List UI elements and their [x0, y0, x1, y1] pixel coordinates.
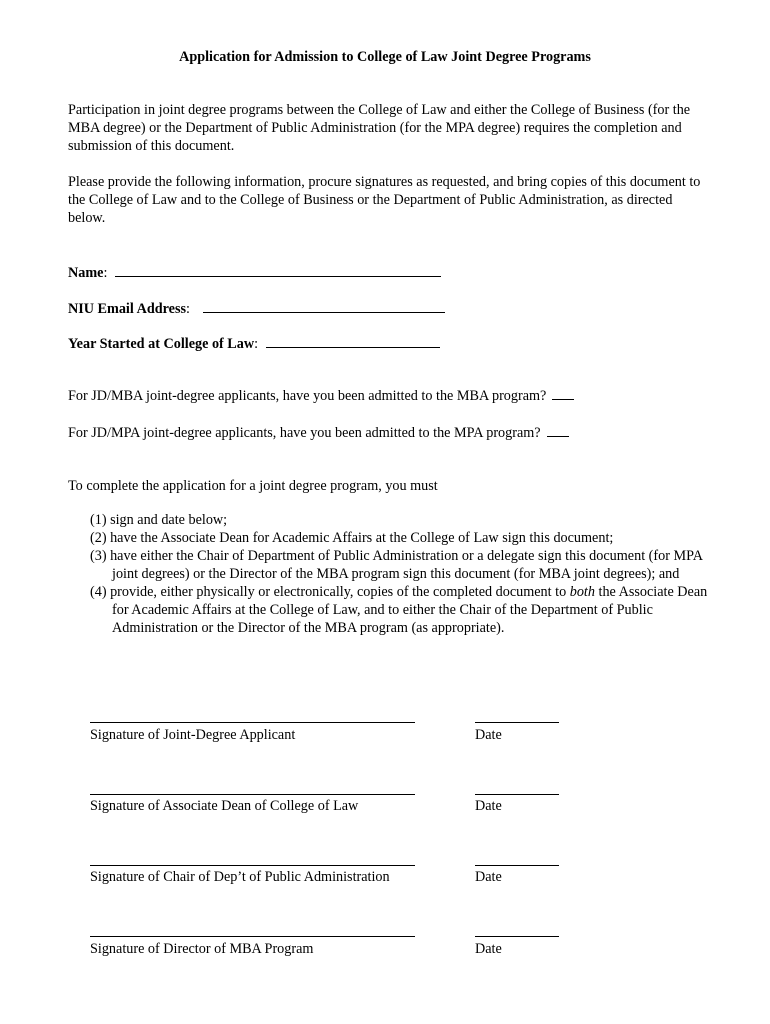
applicant-date-label: Date — [475, 727, 502, 743]
step-4-text-before: (4) provide, either physically or electronically, copies of the completed document to — [90, 584, 570, 600]
applicant-date-line[interactable] — [475, 722, 559, 723]
mpa-question — [68, 423, 569, 442]
step-3: (3) have either the Chair of Department of Public Administration or a delegate sign this document (for MPA joint degrees) or the Director of the MBA program sign this document (for MBA joint degrees); and — [90, 548, 703, 582]
page-title: Application for Admission to College of Law Joint Degree Programs — [179, 49, 591, 65]
mba-question-text: For JD/MBA joint-degree applicants, have you been admitted to the MBA program? — [68, 388, 547, 404]
name-label: Name — [68, 265, 104, 281]
email-label: NIU Email Address — [68, 301, 186, 317]
step-4-text-after: the Associate Dean for Academic Affairs at the College of Law, and to either the Chair of the Department of Public Administration or the Director of the MBA program (as appropriate). — [112, 584, 708, 636]
email-input-line[interactable] — [203, 298, 445, 313]
mpa-answer-line[interactable] — [547, 423, 569, 437]
steps-intro: To complete the application for a joint degree program, you must — [68, 478, 438, 494]
steps-list — [90, 511, 710, 637]
associate-dean-date-line[interactable] — [475, 794, 559, 795]
director-date-line[interactable] — [475, 936, 559, 937]
chair-signature-label: Signature of Chair of Dep’t of Public Administration — [90, 869, 390, 885]
director-signature-line[interactable] — [90, 936, 415, 937]
applicant-signature-label: Signature of Joint-Degree Applicant — [90, 727, 296, 743]
chair-date-label: Date — [475, 869, 502, 885]
step-4 — [90, 583, 710, 637]
director-signature-label: Signature of Director of MBA Program — [90, 941, 314, 957]
step-4-emphasis: both — [569, 584, 595, 600]
year-input-line[interactable] — [266, 333, 440, 348]
associate-dean-signature-label: Signature of Associate Dean of College of Law — [90, 798, 359, 814]
name-input-line[interactable] — [115, 262, 441, 277]
mba-answer-line[interactable] — [552, 386, 574, 400]
associate-dean-date-label: Date — [475, 798, 502, 814]
chair-date-line[interactable] — [475, 865, 559, 866]
mpa-question-text: For JD/MPA joint-degree applicants, have you been admitted to the MPA program? — [68, 425, 541, 441]
instructions-paragraph: Please provide the following information, procure signatures as requested, and bring copies of this document to the College of Law and to the College of Business or the Department of Public Administration, as directed below. — [68, 174, 701, 226]
year-label: Year Started at College of Law — [68, 336, 255, 352]
director-date-label: Date — [475, 941, 502, 957]
email-field: NIU Email Address: — [68, 298, 445, 318]
year-field: Year Started at College of Law: — [68, 333, 440, 353]
associate-dean-signature-line[interactable] — [90, 794, 415, 795]
intro-paragraph: Participation in joint degree programs between the College of Law and either the College of Business (for the MBA degree) or the Department of Public Administration (for the MPA degree) requires the completion and submission of this document. — [68, 102, 691, 154]
mba-question — [68, 386, 574, 405]
step-1: (1) sign and date below; — [90, 512, 228, 528]
name-field: Name: — [68, 262, 441, 282]
chair-signature-line[interactable] — [90, 865, 415, 866]
applicant-signature-line[interactable] — [90, 722, 415, 723]
step-2: (2) have the Associate Dean for Academic Affairs at the College of Law sign this document; — [90, 530, 614, 546]
